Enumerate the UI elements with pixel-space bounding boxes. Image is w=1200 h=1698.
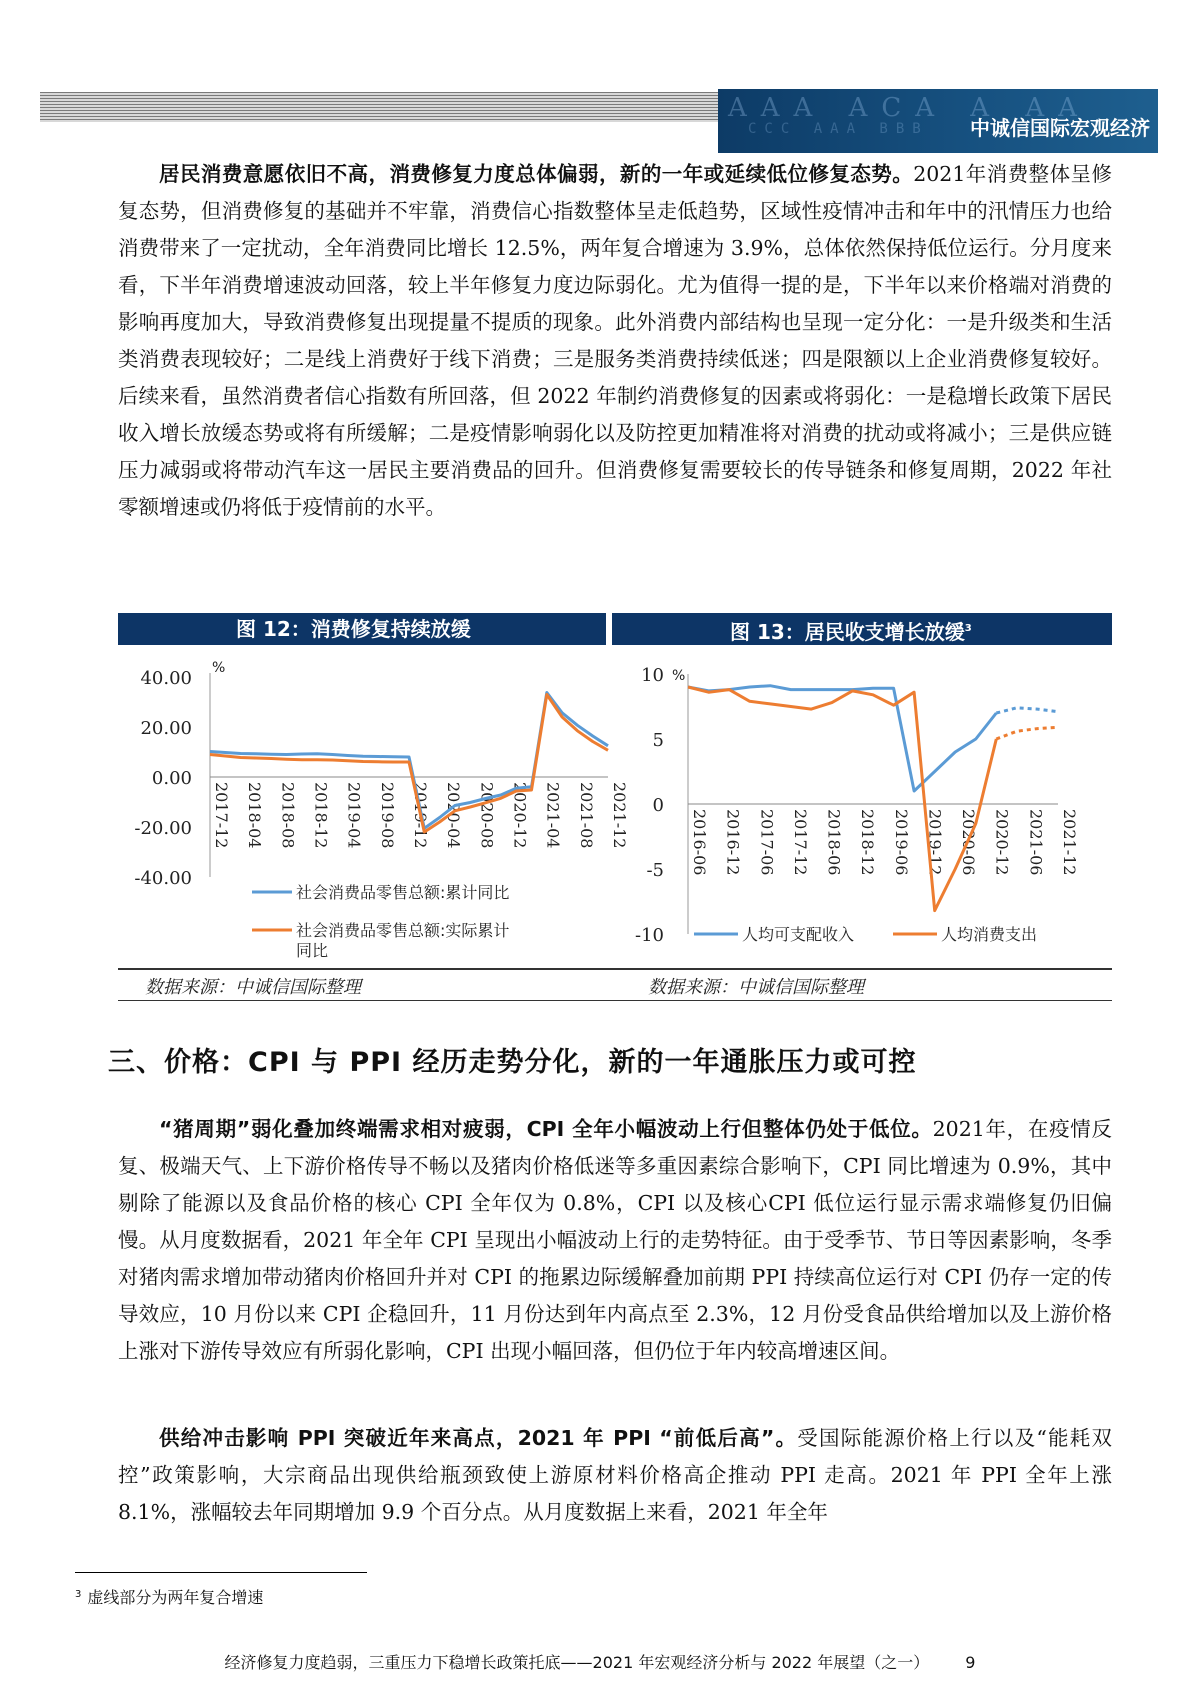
y-tick-label: 0 <box>652 795 664 816</box>
paragraph-lead: “猪周期”弱化叠加终端需求相对疲弱，CPI 全年小幅波动上行但整体仍处于低位。 <box>159 1117 933 1141</box>
legend-label <box>296 921 509 960</box>
figure-13-title-text: 图 13：居民收支增长放缓 <box>730 619 965 644</box>
paragraph-body: 2021年，在疫情反复、极端天气、上下游价格传导不畅以及猪肉价格低迷等多重因素综合影响下，CPI 同比增速为 0.9%，其中剔除了能源以及食品价格的核心 CPI 全年仅为 0.8%，CPI 以及核心CPI 低位运行显示需求端修复仍旧偏慢。从月度数据看，2021 年全年 CPI 呈现出小幅波动上行的走势特征。由于受季节、节日等因素影响，冬季对猪肉需求增加带动猪肉价格回升并对 CPI 的拖累边际缓解叠加前期 PPI 持续高位运行对 CPI 仍存一定的传导效应，10 月份以来 CPI 企稳回升，11 月份达到年内高点至 2.3%，12 月份受食品供给增加以及上游价格上涨对下游传导效应有所弱化影响，CPI 出现小幅回落，但仍位于年内较高增速区间。 <box>118 1117 1113 1363</box>
y-tick-label: -5 <box>646 860 664 881</box>
series-line <box>210 695 608 833</box>
paragraph-consumption <box>118 156 1112 526</box>
paragraph-ppi <box>118 1420 1112 1531</box>
figure-13-title <box>612 613 1112 645</box>
x-tick-label: 2021-12 <box>1060 809 1079 876</box>
series-line <box>688 687 996 911</box>
banner-decoration: AAA ACA A AA <box>728 93 1091 123</box>
legend-label: 人均可支配收入 <box>742 925 855 944</box>
header-stripes <box>40 92 720 122</box>
legend-label-line: 同比 <box>296 941 329 960</box>
x-tick-label: 2018-08 <box>278 782 298 849</box>
y-tick-label: 40.00 <box>140 668 192 689</box>
footnote-text: 虚线部分为两年复合增速 <box>87 1588 264 1607</box>
x-tick-label: 2016-06 <box>690 809 709 876</box>
x-tick-label: 2019-08 <box>377 782 397 849</box>
page-footer <box>0 1650 1200 1673</box>
figure-12-title <box>118 613 606 645</box>
x-tick-label: 2020-06 <box>959 809 979 876</box>
source-rule-bottom <box>118 1000 1112 1001</box>
x-tick-label: 2017-12 <box>790 809 810 876</box>
x-tick-label: 2021-06 <box>1026 809 1046 876</box>
header-banner <box>718 89 1158 153</box>
paragraph-cpi <box>118 1111 1112 1370</box>
legend-label: 社会消费品零售总额:累计同比 <box>296 883 510 902</box>
paragraph-body: 2021年消费整体呈修复态势，但消费修复的基础并不牢靠，消费信心指数整体呈走低趋势，区域性疫情冲击和年中的汛情压力也给消费带来了一定扰动，全年消费同比增长 12.5%，两年复合增速为 3.9%，总体依然保持低位运行。分月度来看，下半年消费增速波动回落，较上半年修复力度边际弱化。尤为值得一提的是，下半年以来价格端对消费的影响再度加大，导致消费修复出现提量不提质的现象。此外消费内部结构也呈现一定分化：一是升级类和生活类消费表现较好；二是线上消费好于线下消费；三是服务类消费持续低迷；四是限额以上企业消费修复较好。后续来看，虽然消费者信心指数有所回落，但 2022 年制约消费修复的因素或将弱化：一是稳增长政策下居民收入增长放缓态势或将有所缓解；二是疫情影响弱化以及防控更加精准将对消费的扰动或将减小；三是供应链压力减弱或将带动汽车这一居民主要消费品的回升。但消费修复需要较长的传导链条和修复周期，2022 年社零额增速或仍将低于疫情前的水平。 <box>118 162 1113 519</box>
figure-13-footnote-ref: 3 <box>964 623 972 634</box>
paragraph-lead: 居民消费意愿依旧不高，消费修复力度总体偏弱，新的一年或延续低位修复态势。 <box>159 162 914 186</box>
y-tick-label: -40.00 <box>134 868 192 889</box>
legend-label: 人均消费支出 <box>941 925 1038 944</box>
series-line-dashed <box>996 727 1058 739</box>
x-tick-label: 2020-12 <box>992 809 1012 876</box>
x-tick-label: 2019-12 <box>411 782 430 849</box>
figure-13-source: 数据来源：中诚信国际整理 <box>648 977 864 998</box>
page-number: 9 <box>965 1653 976 1672</box>
series-line-dashed <box>996 708 1058 713</box>
footnote-rule <box>75 1572 367 1573</box>
y-tick-label: -10 <box>635 925 664 946</box>
x-tick-label: 2019-06 <box>891 809 911 876</box>
figure-12-source: 数据来源：中诚信国际整理 <box>145 977 361 998</box>
series-line <box>688 686 996 791</box>
x-tick-label: 2018-04 <box>245 782 265 849</box>
x-tick-label: 2021-12 <box>610 782 629 849</box>
figure-12-title-text: 图 12：消费修复持续放缓 <box>236 617 471 641</box>
footer-title: 经济修复力度趋弱，三重压力下稳增长政策托底——2021 年宏观经济分析与 2022 年展望（之一） <box>224 1653 930 1672</box>
paragraph-lead: 供给冲击影响 PPI 突破近年来高点，2021 年 PPI “前低后高”。 <box>159 1426 798 1450</box>
source-rule-top <box>118 968 1112 970</box>
brand-name: 中诚信国际宏观经济 <box>970 116 1150 140</box>
x-tick-label: 2019-12 <box>925 809 945 876</box>
x-tick-label: 2018-06 <box>824 809 844 876</box>
x-tick-label: 2017-12 <box>212 782 231 849</box>
section-title: 三、价格：CPI 与 PPI 经历走势分化，新的一年通胀压力或可控 <box>108 1047 917 1078</box>
footnote <box>75 1585 263 1608</box>
x-tick-label: 2019-04 <box>344 782 364 849</box>
footnote-number: 3 <box>75 1588 82 1600</box>
x-tick-label: 2021-08 <box>576 782 596 849</box>
y-tick-label: 10 <box>641 665 664 686</box>
series-line <box>210 693 608 829</box>
y-tick-label: 0.00 <box>151 768 192 789</box>
x-tick-label: 2018-12 <box>858 809 878 876</box>
banner-decoration-sub: CCC AAA BBB <box>748 121 929 137</box>
y-tick-label: 20.00 <box>140 718 192 739</box>
x-tick-label: 2020-08 <box>477 782 497 849</box>
x-tick-label: 2018-12 <box>311 782 331 849</box>
x-tick-label: 2020-12 <box>510 782 530 849</box>
y-tick-label: -20.00 <box>134 818 192 839</box>
x-tick-label: 2017-06 <box>757 809 777 876</box>
legend-label-line: 社会消费品零售总额:实际累计 <box>296 921 510 940</box>
x-tick-label: 2016-12 <box>723 809 743 876</box>
y-tick-label: 5 <box>652 730 664 751</box>
y-unit-label: % <box>672 668 686 684</box>
y-unit-label: % <box>212 660 226 676</box>
x-tick-label: 2020-04 <box>444 782 464 849</box>
paragraph-body: 受国际能源价格上行以及“能耗双控”政策影响，大宗商品出现供给瓶颈致使上游原材料价格高企推动 PPI 走高。2021 年 PPI 全年上涨 8.1%，涨幅较去年同期增加 9.9 个百分点。从月度数据上来看，2021 年全年 <box>118 1426 1112 1524</box>
x-tick-label: 2021-04 <box>543 782 563 849</box>
